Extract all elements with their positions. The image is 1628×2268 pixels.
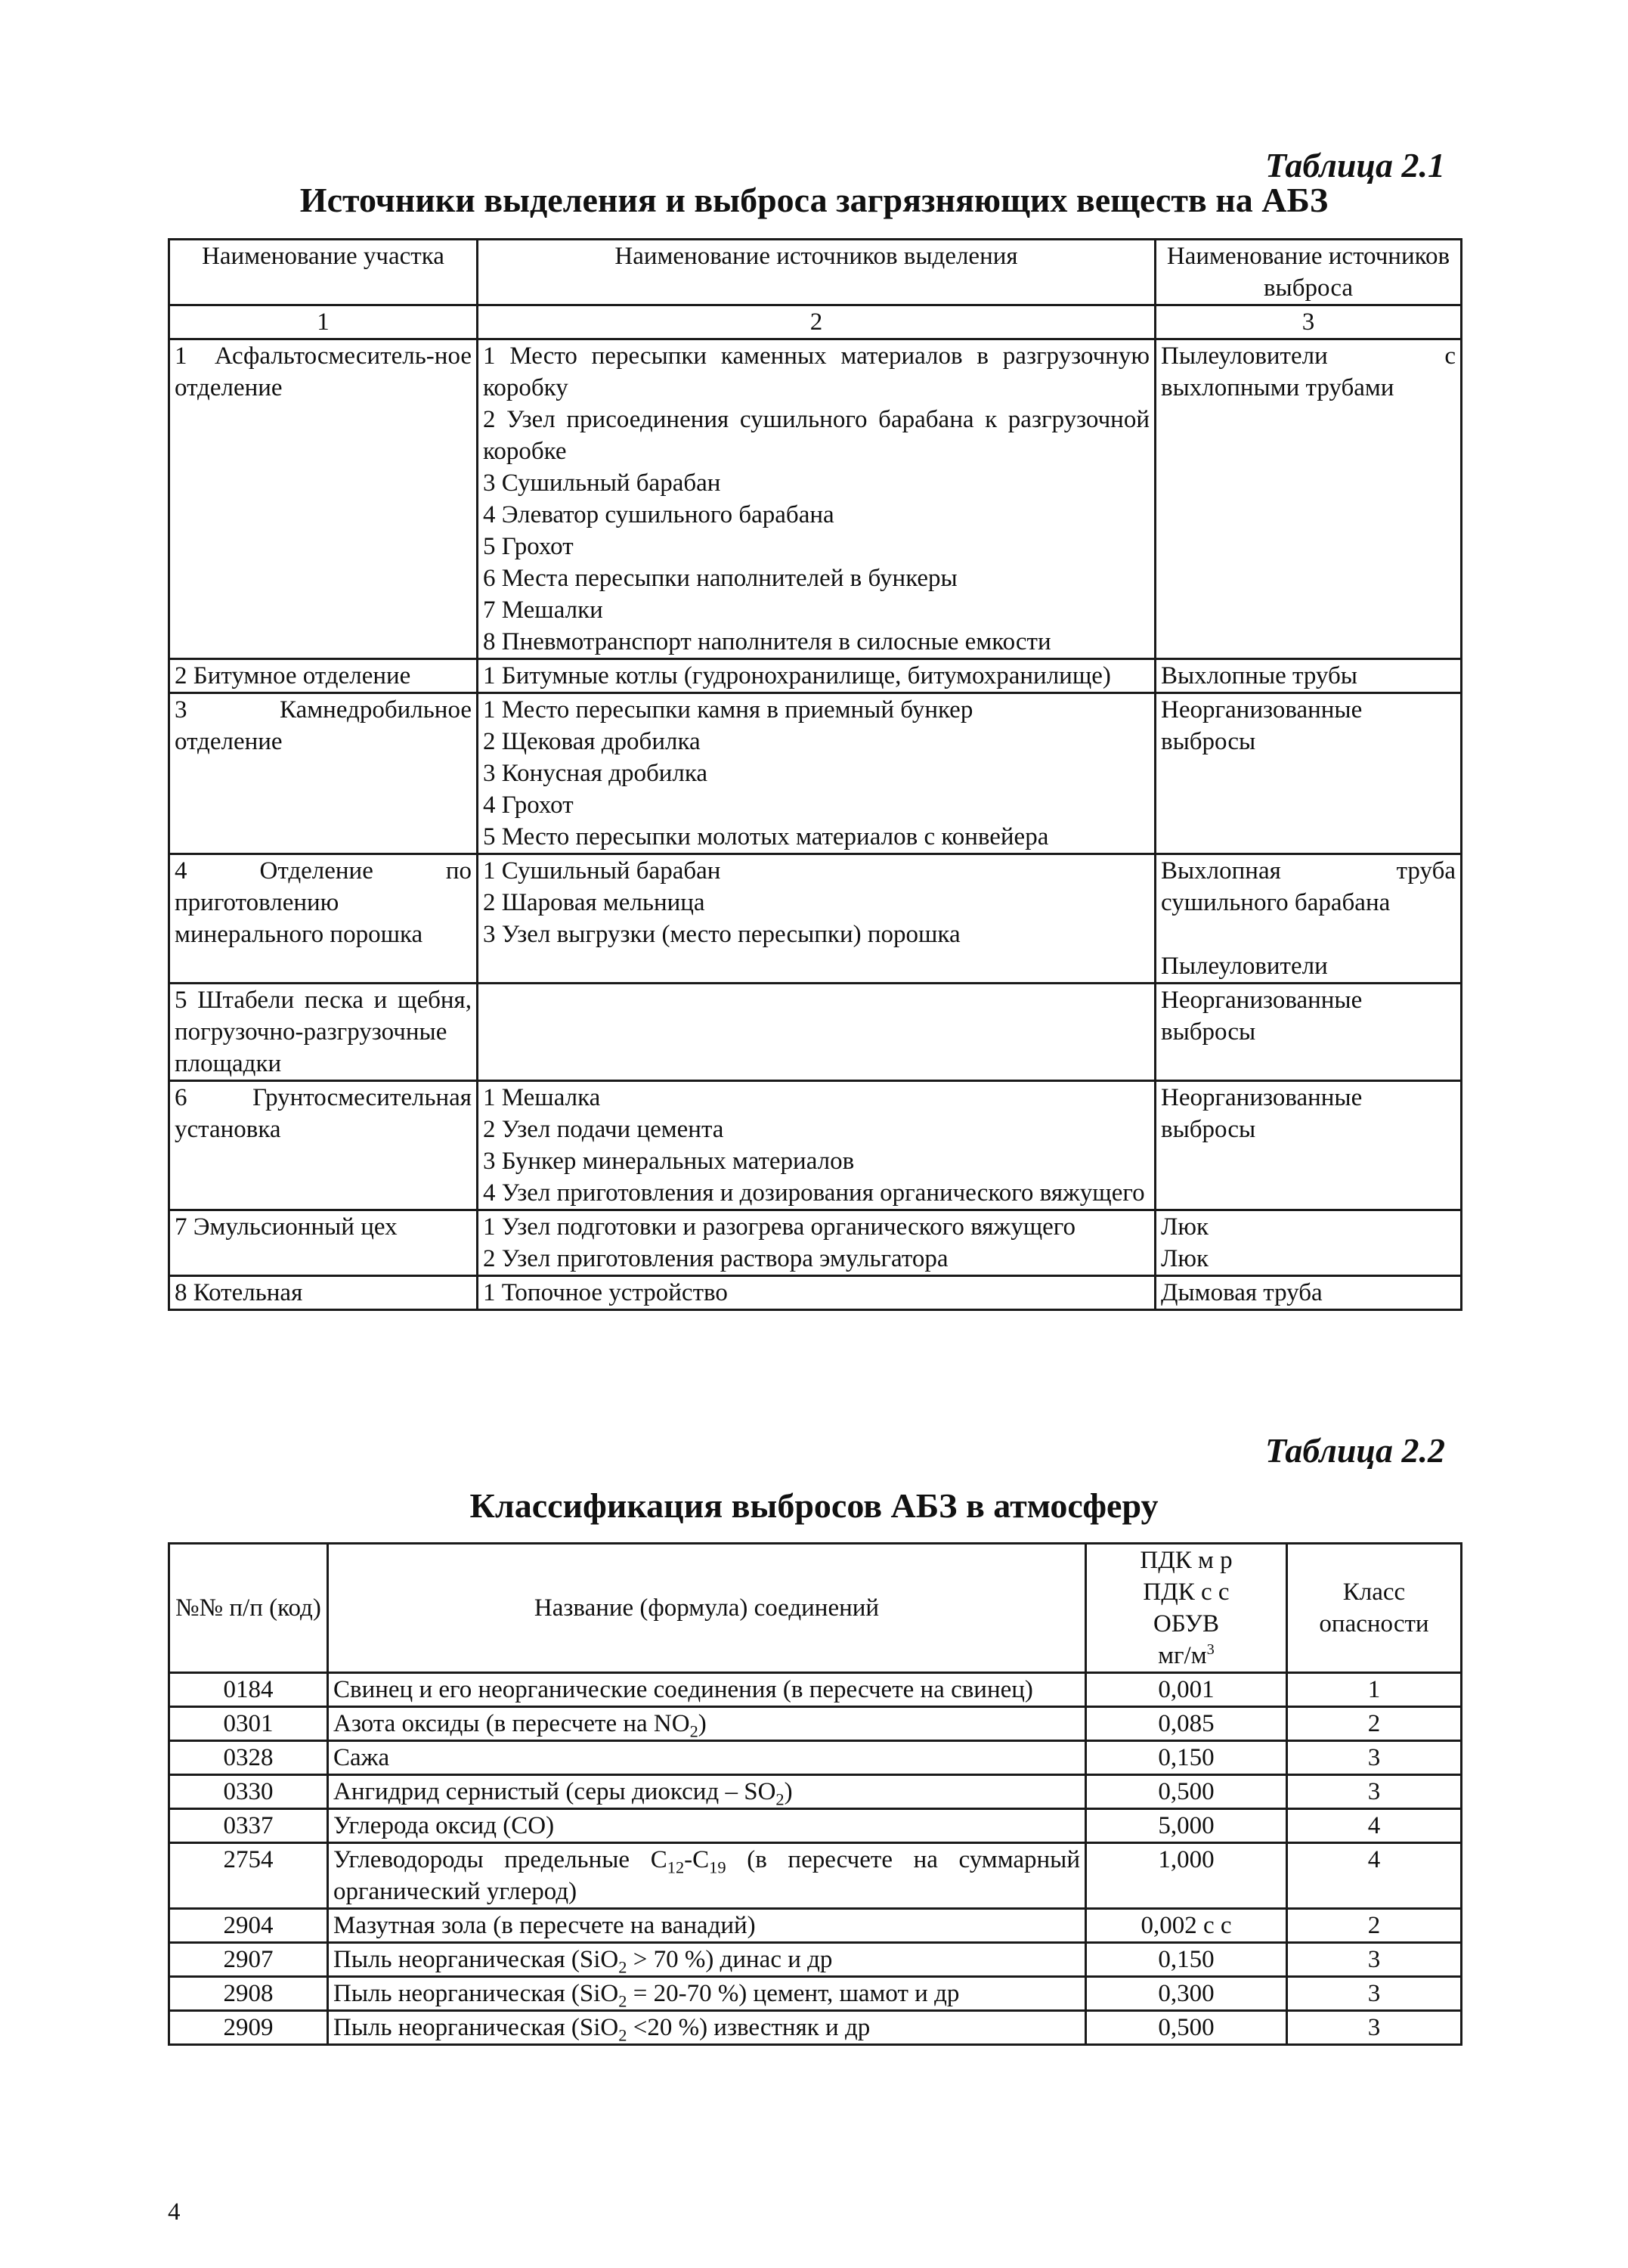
hazard-class: 3 [1287, 1741, 1462, 1775]
formula-subscript: 2 [618, 1991, 627, 2011]
substance-name: Сажа [328, 1741, 1086, 1775]
emission-source [1156, 339, 1462, 659]
table2-header-pdk [1086, 1544, 1287, 1673]
substance-code: 0330 [169, 1775, 328, 1809]
substance-code: 2904 [169, 1909, 328, 1943]
table1-row [169, 659, 1462, 693]
hazard-class: 3 [1287, 1775, 1462, 1809]
emission-source [1156, 659, 1462, 693]
substance-name-part: Пыль неорганическая (SiO [333, 2014, 619, 2041]
source-item: 2 Щековая дробилка [483, 728, 701, 755]
source-item: 1 Узел подготовки и разогрева органического вяжущего [483, 1213, 1076, 1241]
table1-header-section: Наименование участка [169, 240, 478, 305]
pdk-value: 0,001 [1086, 1673, 1287, 1707]
table1-row [169, 854, 1462, 984]
hazard-class: 4 [1287, 1843, 1462, 1909]
emission-name: Выхлопные трубы [1161, 662, 1357, 689]
table2-row [169, 1775, 1462, 1809]
source-list [478, 1276, 1156, 1310]
section-name: 8 Котельная [169, 1276, 478, 1310]
substance-code: 2909 [169, 2011, 328, 2045]
pdk-unit-text: мг/м [1158, 1642, 1207, 1669]
substance-name [328, 1775, 1086, 1809]
emission-name: Неорганизованные выбросы [1161, 987, 1363, 1046]
emission-source [1156, 693, 1462, 854]
table2-row [169, 1977, 1462, 2011]
substance-code: 0184 [169, 1673, 328, 1707]
section-name: 5 Штабели песка и щебня, погрузочно-разгрузочные площадки [169, 984, 478, 1081]
substance-code: 2908 [169, 1977, 328, 2011]
emission-name: Неорганизованные выбросы [1161, 1084, 1363, 1143]
table2-caption: Таблица 2.2 [1265, 1431, 1446, 1470]
emission-name: Пылеуловители [1161, 953, 1328, 980]
section-name: 3 Камнедробильное отделение [169, 693, 478, 854]
source-item: 7 Мешалки [483, 596, 603, 624]
table1 [168, 238, 1462, 1311]
section-name: 7 Эмульсионный цех [169, 1210, 478, 1276]
source-item: 2 Узел приготовления раствора эмульгатора [483, 1245, 949, 1272]
table1-row [169, 693, 1462, 854]
source-item: 4 Элеватор сушильного барабана [483, 501, 834, 528]
substance-name-part: (в пересчете на суммарный органический углерод) [333, 1846, 1080, 1905]
emission-name: Пылеуловители с выхлопными трубами [1161, 342, 1456, 401]
source-item: 5 Грохот [483, 533, 574, 560]
section-name: 2 Битумное отделение [169, 659, 478, 693]
source-item: 3 Бункер минеральных материалов [483, 1148, 855, 1175]
substance-name [328, 1977, 1086, 2011]
table2-row [169, 1707, 1462, 1741]
formula-subscript: 19 [709, 1857, 726, 1877]
hazard-class: 4 [1287, 1809, 1462, 1843]
formula-subscript: 12 [667, 1857, 685, 1877]
emission-source [1156, 854, 1462, 984]
table2-title: Классификация выбросов АБЗ в атмосферу [469, 1486, 1159, 1525]
substance-name: Углерода оксид (CO) [328, 1809, 1086, 1843]
pdk-value: 1,000 [1086, 1843, 1287, 1909]
formula-subscript: 2 [618, 2025, 627, 2045]
substance-name-part: Ангидрид сернистый (серы диоксид – SO [333, 1778, 776, 1805]
substance-code: 0328 [169, 1741, 328, 1775]
substance-name-part: Углеводороды предельные C [333, 1846, 667, 1873]
substance-name-part: ) [698, 1710, 707, 1737]
table1-col-number: 1 [169, 305, 478, 339]
formula-subscript: 2 [618, 1957, 627, 1977]
hazard-class: 2 [1287, 1707, 1462, 1741]
table2-header-class: Класс опасности [1287, 1544, 1462, 1673]
table1-title: Источники выделения и выброса загрязняющих веществ на АБЗ [299, 181, 1329, 219]
pdk-value: 0,002 с с [1086, 1909, 1287, 1943]
table1-col-number: 2 [478, 305, 1156, 339]
pdk-value: 5,000 [1086, 1809, 1287, 1843]
pdk-value: 0,300 [1086, 1977, 1287, 2011]
substance-name-part: Азота оксиды (в пересчете на NO [333, 1710, 690, 1737]
pdk-unit [1091, 1640, 1281, 1672]
substance-code: 0301 [169, 1707, 328, 1741]
emission-source [1156, 1210, 1462, 1276]
source-item: 1 Место пересыпки каменных материалов в разгрузочную коробку [483, 342, 1150, 401]
source-item: 1 Место пересыпки камня в приемный бункер [483, 696, 973, 723]
substance-name [328, 1707, 1086, 1741]
table1-row [169, 1276, 1462, 1310]
substance-name: Мазутная зола (в пересчете на ванадий) [328, 1909, 1086, 1943]
formula-subscript: 2 [689, 1721, 698, 1741]
substance-name-part: ) [784, 1778, 793, 1805]
emission-source [1156, 984, 1462, 1081]
pdk-line: ОБУВ [1153, 1610, 1219, 1637]
substance-name-part: <20 %) известняк и др [627, 2014, 871, 2041]
table1-col-number: 3 [1156, 305, 1462, 339]
table1-header-sources: Наименование источников выделения [478, 240, 1156, 305]
substance-name-part: Пыль неорганическая (SiO [333, 1980, 619, 2007]
table1-header-emission: Наименование источников выброса [1156, 240, 1462, 305]
table1-column-numbers-row [169, 305, 1462, 339]
source-item: 6 Места пересыпки наполнителей в бункеры [483, 565, 958, 592]
substance-name [328, 1943, 1086, 1977]
source-list [478, 1210, 1156, 1276]
table2-header-name: Название (формула) соединений [328, 1544, 1086, 1673]
section-name: 4 Отделение по приготовлению минерального порошка [169, 854, 478, 984]
substance-name-part: = 20-70 %) цемент, шамот и др [627, 1980, 960, 2007]
source-item: 2 Узел присоединения сушильного барабана к разгрузочной коробке [483, 406, 1150, 465]
table2-header-code: №№ п/п (код) [169, 1544, 328, 1673]
emission-name: Люк [1161, 1245, 1209, 1272]
table1-caption: Таблица 2.1 [1265, 146, 1446, 184]
table1-row [169, 1081, 1462, 1210]
table2-row [169, 1909, 1462, 1943]
substance-name [328, 1843, 1086, 1909]
formula-subscript: 2 [775, 1789, 785, 1809]
table1-row [169, 984, 1462, 1081]
source-item: 4 Узел приготовления и дозирования органического вяжущего [483, 1179, 1145, 1207]
pdk-line: ПДК м р [1140, 1547, 1233, 1574]
table1-header-row [169, 240, 1462, 305]
table1-row [169, 339, 1462, 659]
source-item: 4 Грохот [483, 792, 574, 819]
section-name: 6 Грунтосмесительная установка [169, 1081, 478, 1210]
substance-name-part: > 70 %) динас и др [627, 1946, 833, 1973]
source-list [478, 659, 1156, 693]
source-item: 1 Сушильный барабан [483, 857, 721, 885]
source-item: 1 Топочное устройство [483, 1279, 728, 1306]
substance-name-part: Пыль неорганическая (SiO [333, 1946, 619, 1973]
emission-name: Люк [1161, 1213, 1209, 1241]
hazard-class: 2 [1287, 1909, 1462, 1943]
pdk-line: ПДК с с [1143, 1579, 1230, 1606]
source-list [478, 1081, 1156, 1210]
source-list [478, 984, 1156, 1081]
source-list [478, 854, 1156, 984]
source-item: 5 Место пересыпки молотых материалов с конвейера [483, 823, 1049, 850]
substance-name: Свинец и его неорганические соединения (в пересчете на свинец) [328, 1673, 1086, 1707]
substance-code: 2754 [169, 1843, 328, 1909]
source-item: 1 Мешалка [483, 1084, 601, 1111]
table2-row [169, 1843, 1462, 1909]
pdk-value: 0,150 [1086, 1943, 1287, 1977]
table2 [168, 1542, 1462, 2046]
source-item: 3 Узел выгрузки (место пересыпки) порошка [483, 921, 961, 948]
table2-row [169, 1809, 1462, 1843]
source-list [478, 693, 1156, 854]
pdk-unit-power: 3 [1206, 1641, 1215, 1658]
emission-name: Дымовая труба [1161, 1279, 1323, 1306]
table2-row [169, 1943, 1462, 1977]
emission-name: Неорганизованные выбросы [1161, 696, 1363, 755]
table2-row [169, 2011, 1462, 2045]
table2-row [169, 1673, 1462, 1707]
emission-source [1156, 1276, 1462, 1310]
source-item: 3 Сушильный барабан [483, 469, 721, 497]
hazard-class: 1 [1287, 1673, 1462, 1707]
emission-name: Выхлопная труба сушильного барабана [1161, 857, 1456, 916]
table2-row [169, 1741, 1462, 1775]
substance-name-part: -C [684, 1846, 710, 1873]
table2-header-row [169, 1544, 1462, 1673]
pdk-value: 0,085 [1086, 1707, 1287, 1741]
hazard-class: 3 [1287, 1943, 1462, 1977]
hazard-class: 3 [1287, 2011, 1462, 2045]
hazard-class: 3 [1287, 1977, 1462, 2011]
pdk-value: 0,150 [1086, 1741, 1287, 1775]
pdk-value: 0,500 [1086, 1775, 1287, 1809]
page-number: 4 [168, 2198, 181, 2226]
substance-code: 0337 [169, 1809, 328, 1843]
table1-row [169, 1210, 1462, 1276]
source-item: 2 Узел подачи цемента [483, 1116, 724, 1143]
section-name: 1 Асфальтосмеситель-ное отделение [169, 339, 478, 659]
source-item: 3 Конусная дробилка [483, 760, 708, 787]
substance-code: 2907 [169, 1943, 328, 1977]
pdk-value: 0,500 [1086, 2011, 1287, 2045]
source-list [478, 339, 1156, 659]
source-item: 2 Шаровая мельница [483, 889, 705, 916]
substance-name [328, 2011, 1086, 2045]
emission-source [1156, 1081, 1462, 1210]
source-item: 1 Битумные котлы (гудронохранилище, битумохранилище) [483, 662, 1111, 689]
source-item: 8 Пневмотранспорт наполнителя в силосные емкости [483, 628, 1051, 655]
